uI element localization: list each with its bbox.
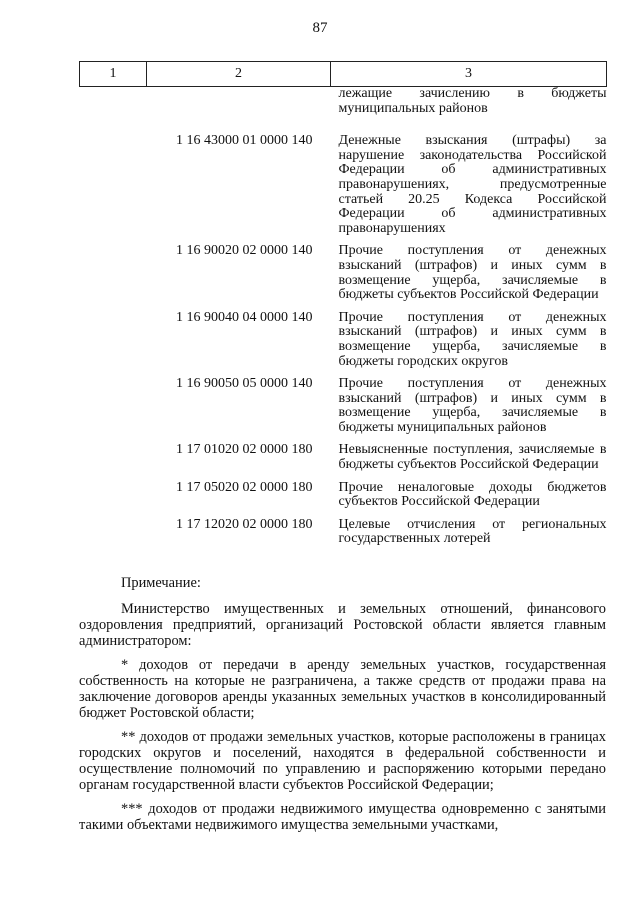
column-header-2: 2	[147, 62, 331, 87]
revenue-code: 1 16 43000 01 0000 140	[176, 133, 313, 149]
table-row	[80, 311, 607, 377]
revenue-code: 1 16 90020 02 0000 140	[176, 243, 313, 259]
table-row	[80, 481, 607, 518]
note-paragraph: Министерство имущественных и земельных отношений, финансового оздоровления предприятий, организаций Ростовской области является главным администратором:	[79, 601, 606, 649]
revenue-description: Прочие поступления от денежных взысканий (штрафов) и иных сумм в возмещение ущерба, зачисляемые в бюджеты муниципальных районов	[338, 376, 607, 435]
revenue-description: Прочие поступления от денежных взысканий (штрафов) и иных сумм в возмещение ущерба, зачисляемые в бюджеты городских округов	[338, 309, 607, 369]
revenue-code: 1 16 90040 04 0000 140	[176, 309, 313, 325]
revenue-code: 1 17 01020 02 0000 180	[176, 442, 313, 458]
table-row	[80, 518, 607, 555]
continuation-text: лежащие зачислению в бюджеты муниципальных районов	[338, 86, 607, 116]
revenue-description: Целевые отчисления от региональных государственных лотерей	[338, 516, 607, 547]
table-row-continuation	[80, 87, 607, 135]
revenue-code: 1 17 12020 02 0000 180	[176, 516, 313, 532]
column-header-1: 1	[80, 62, 147, 87]
page-number: 87	[312, 20, 328, 36]
note-paragraph: * доходов от передачи в аренду земельных участков, государственная собственность на которые не разграничена, а также средств от продажи права на заключение договоров аренды указанных земельных участков в консолидированный бюджет Ростовской области;	[79, 657, 606, 721]
notes-section	[79, 575, 606, 841]
table-header-row	[80, 62, 607, 87]
revenue-description: Денежные взыскания (штрафы) за нарушение законодательства Российской Федерации об административных правонарушениях, предусмотренные статьей 20.25 Кодекса Российской Федерации об административных правонарушениях	[338, 133, 607, 236]
notes-heading: Примечание:	[121, 575, 201, 591]
revenue-code: 1 16 90050 05 0000 140	[176, 376, 313, 392]
note-paragraph: *** доходов от продажи недвижимого имущества одновременно с занятыми такими объектами недвижимого имущества земельными участками,	[79, 801, 606, 833]
revenue-code: 1 17 05020 02 0000 180	[176, 479, 313, 495]
column-header-3: 3	[331, 62, 607, 87]
table-row	[80, 244, 607, 310]
table-row	[80, 134, 607, 244]
table-row	[80, 443, 607, 480]
table-row	[80, 377, 607, 443]
note-paragraph: ** доходов от продажи земельных участков, которые расположены в границах городских округов и поселений, находятся в федеральной собственности и осуществление полномочий по управлению и распоряжению которыми передано органам государственной власти субъектов Российской Федерации;	[79, 729, 606, 793]
revenue-description: Прочие поступления от денежных взысканий (штрафов) и иных сумм в возмещение ущерба, зачисляемые в бюджеты субъектов Российской Федерации	[338, 243, 607, 303]
revenue-codes-table	[79, 61, 607, 555]
revenue-description: Невыясненные поступления, зачисляемые в бюджеты субъектов Российской Федерации	[338, 442, 607, 473]
revenue-description: Прочие неналоговые доходы бюджетов субъектов Российской Федерации	[338, 479, 607, 510]
